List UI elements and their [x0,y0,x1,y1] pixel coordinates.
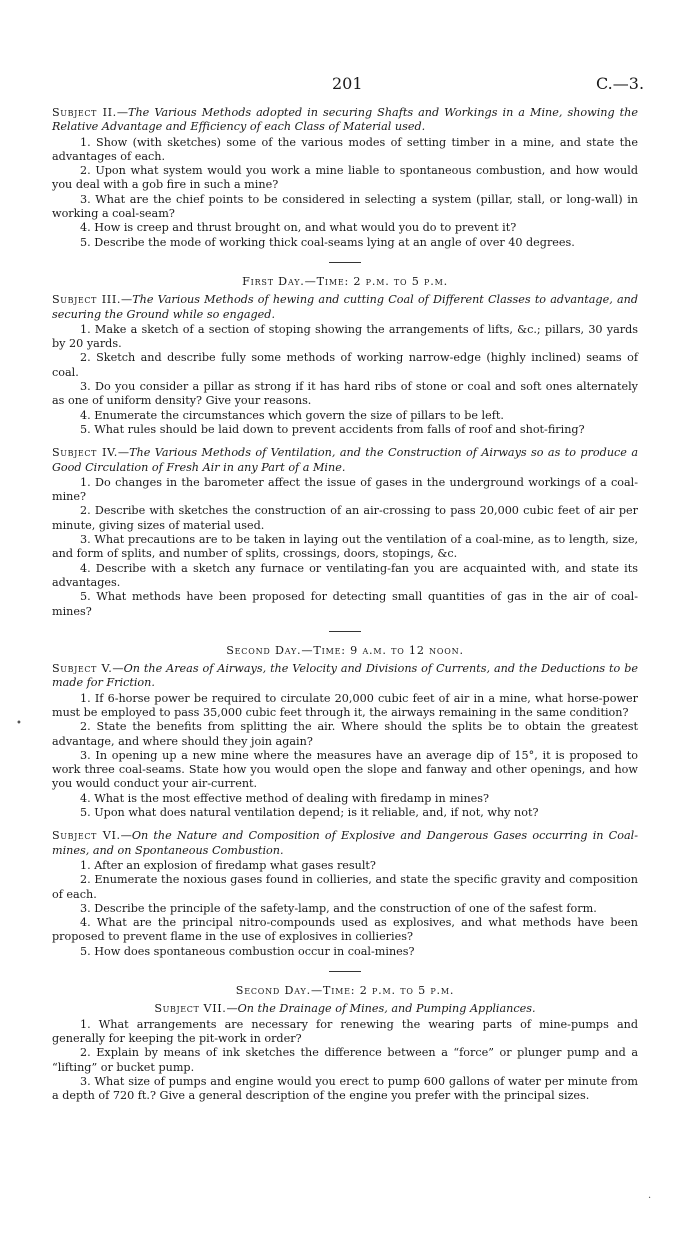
question: 4. Enumerate the circumstances which govern the size of pillars to be left. [80,408,504,422]
question: 3. Describe the principle of the safety-lamp, and the construction of one of the safest form. [80,901,597,915]
question: 5. What rules should be laid down to prevent accidents from falls of roof and shot-firing? [80,422,585,436]
section-divider [329,631,361,632]
document-reference: C.—3. [596,74,645,93]
question: 2. State the benefits from splitting the air. Where should the splits be to obtain the greatest advantage, and where should they join again? [52,720,638,748]
subject-section [52,275,638,437]
subject-section [52,106,638,250]
question-list [52,323,638,437]
question: 3. What precautions are to be taken in laying out the ventilation of a coal-mine, as to length, size, and form of splits, and number of splits, crossings, doors, stopings, &c. [52,533,638,561]
question: 5. How does spontaneous combustion occur in coal-mines? [80,944,415,958]
subject-section [52,829,638,959]
subject-title: The Various Methods adopted in securing Shafts and Workings in a Mine, showing the Relative Advantage and Efficiency of each Class of Material used. [52,106,639,134]
subject-heading: Subject VII.—On the Drainage of Mines, and Pumping Appliances. [154,1002,536,1016]
question-list [52,1018,638,1104]
section-divider [329,971,361,972]
question: 2. Sketch and describe fully some methods of working narrow-edge (highly inclined) seams of coal. [52,351,638,379]
question: 1. If 6-horse power be required to circulate 20,000 cubic feet of air in a mine, what horse-power must be employed to pass 35,000 cubic feet through it, the airways remaining in the same condition? [52,691,638,719]
time-heading: Second Day.—Time: 9 a.m. to 12 noon. [226,643,464,657]
subject-title: On the Nature and Composition of Explosive and Dangerous Gases occurring in Coal-mines, and on Spontaneous Combustion. [52,829,639,857]
time-heading: Second Day.—Time: 2 p.m. to 5 p.m. [235,984,455,998]
question: 4. What is the most effective method of dealing with firedamp in mines? [80,791,490,805]
question: 2. Explain by means of ink sketches the difference between a “force” or plunger pump and a “lifting” or bucket pump. [52,1046,638,1074]
question: 4. What are the principal nitro-compounds used as explosives, and what methods have been proposed to prevent flame in the use of explosives in collieries? [52,916,638,944]
question-list [52,692,638,821]
question: 2. Describe with sketches the construction of an air-crossing to pass 20,000 cubic feet of air per minute, giving sizes of material used. [52,504,638,532]
question-list [52,136,638,250]
question: 4. Describe with a sketch any furnace or ventilating-fan you are acquainted with, and state its advantages. [52,561,638,589]
subject-heading: Subject II.—The Various Methods adopted in securing Shafts and Workings in a Mine, showing the Relative Advantage and Efficiency of each Class of Material used. [52,106,639,134]
section-divider [329,262,361,263]
subject-section [52,446,638,619]
question: 3. What are the chief points to be considered in selecting a system (pillar, stall, or long-wall) in working a coal-seam? [52,192,638,221]
question: 5. Upon what does natural ventilation depend; is it reliable, and, if not, why not? [80,806,539,820]
subject-heading: Subject VI.—On the Nature and Composition of Explosive and Dangerous Gases occurring in Coal-mines, and on Spontaneous Combustion. [52,829,639,857]
subject-label: Subject VII. [154,1002,227,1016]
question: 1. After an explosion of firedamp what gases result? [80,858,376,872]
question: 3. Do you consider a pillar as strong if it has hard ribs of stone or coal and soft ones alternately as one of uniform density? Give your reasons. [52,380,638,408]
question: 3. In opening up a new mine where the measures have an average dip of 15°, it is proposed to work three coal-seams. State how you would open the slope and fanway and other openings, and how you would conduct your air-current. [52,748,638,791]
exam-content [52,106,638,1103]
subject-title: On the Areas of Airways, the Velocity and Divisions of Currents, and the Deductions to be made for Friction. [52,662,638,690]
subject-title: The Various Methods of Ventilation, and the Construction of Airways so as to produce a Good Circulation of Fresh Air in any Part of a Mine. [52,446,638,474]
question: 3. What size of pumps and engine would you erect to pump 600 gallons of water per minute from a depth of 720 ft.? Give a general description of the engine you prefer with the principal sizes. [52,1074,638,1103]
question: 4. How is creep and thrust brought on, and what would you do to prevent it? [80,221,517,235]
question-list [52,859,638,959]
question: 1. Make a sketch of a section of stoping showing the arrangements of lifts, &c.; pillars, 30 yards by 20 yards. [52,322,638,351]
subject-heading: Subject III.—The Various Methods of hewing and cutting Coal of Different Classes to advantage, and securing the Ground while so engaged. [52,293,638,321]
subject-label: Subject V. [52,662,113,676]
page-number: 201 [332,74,363,93]
subject-label: Subject VI. [52,829,121,843]
subject-title: On the Drainage of Mines, and Pumping Appliances. [237,1002,536,1016]
time-heading: First Day.—Time: 2 p.m. to 5 p.m. [242,274,448,288]
subject-label: Subject IV. [52,446,118,460]
subject-heading: Subject IV.—The Various Methods of Ventilation, and the Construction of Airways so as to produce a Good Circulation of Fresh Air in any Part of a Mine. [52,446,638,474]
subject-title: The Various Methods of hewing and cutting Coal of Different Classes to advantage, and securing the Ground while so engaged. [52,293,638,321]
subject-heading: Subject V.—On the Areas of Airways, the Velocity and Divisions of Currents, and the Deductions to be made for Friction. [52,662,638,690]
subject-label: Subject III. [52,293,121,307]
question: 1. What arrangements are necessary for renewing the wearing parts of mine-pumps and generally for keeping the pit-work in order? [52,1017,638,1045]
subject-label: Subject II. [52,106,117,119]
question: 5. Describe the mode of working thick coal-seams lying at an angle of over 40 degrees. [80,235,575,249]
question: 5. What methods have been proposed for detecting small quantities of gas in the air of coal-mines? [52,590,638,618]
question-list [52,476,638,619]
question: 2. Enumerate the noxious gases found in collieries, and state the specific gravity and composition of each. [52,873,638,901]
margin-mark: · [648,1193,652,1204]
question: 2. Upon what system would you work a mine liable to spontaneous combustion, and how would you deal with a gob fire in such a mine? [52,164,638,192]
margin-mark: • [16,718,22,729]
subject-section [52,984,638,1103]
question: 1. Show (with sketches) some of the various modes of setting timber in a mine, and state the advantages of each. [52,135,638,163]
question: 1. Do changes in the barometer affect the issue of gases in the underground workings of a coal-mine? [52,475,638,504]
subject-section [52,644,638,821]
